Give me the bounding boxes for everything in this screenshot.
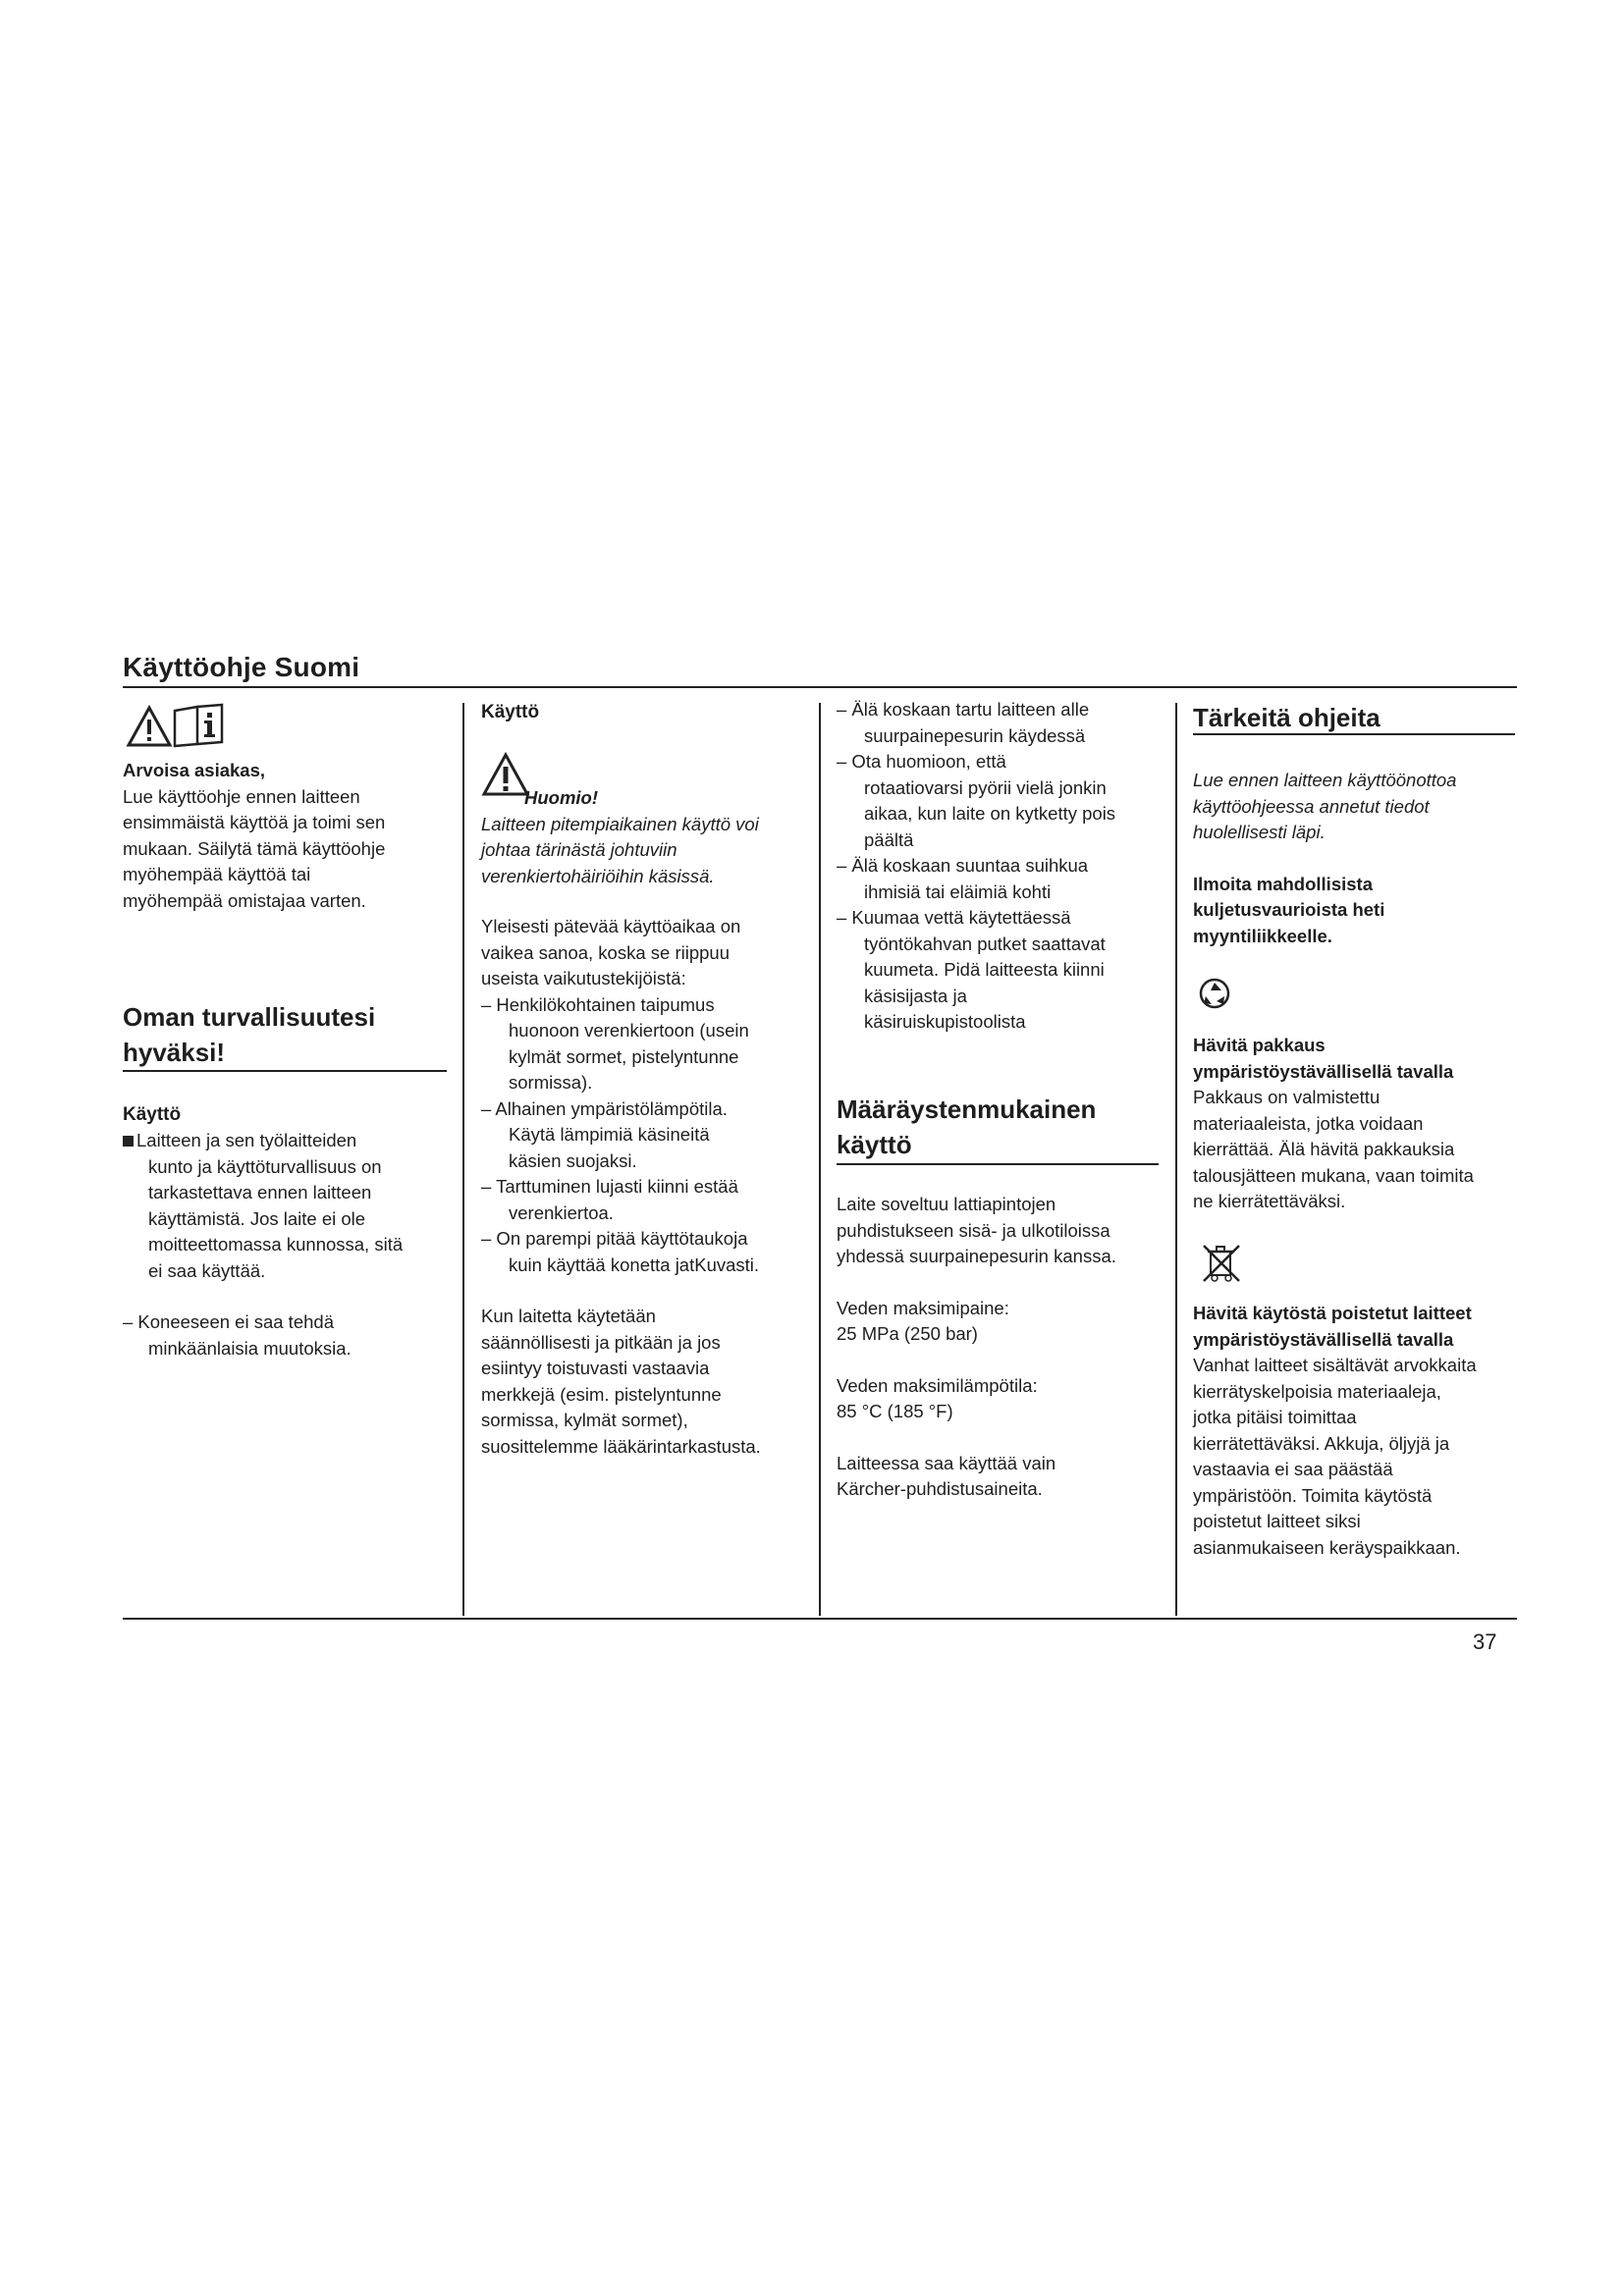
intro-text — [123, 784, 447, 915]
intro-line: myöhempää käyttöä tai — [123, 864, 311, 884]
list-item-continuation — [481, 1122, 815, 1174]
column-4 — [1193, 768, 1522, 949]
intro-line: Lue käyttöohje ennen laitteen — [123, 785, 360, 807]
square-bullet-icon — [123, 1136, 134, 1147]
list-line: sormissa). — [509, 1072, 593, 1093]
bullet-line: tarkastettava ennen laitteen — [148, 1182, 372, 1202]
bullet-line: moitteettomassa kunnossa, sitä — [148, 1234, 404, 1255]
list-item-continuation — [837, 932, 1170, 1036]
list-item: – Älä koskaan tartu laitteen alle — [837, 699, 1090, 720]
para-line: merkkejä (esim. pistelyntunne — [481, 1383, 722, 1405]
list-line: ihmisiä tai eläimiä kohti — [864, 881, 1052, 902]
dispose-line: kierrätyskelpoisia materiaaleja, — [1193, 1380, 1441, 1402]
notice-line: kuljetusvaurioista heti — [1193, 899, 1385, 920]
page-number: 37 — [1473, 1629, 1497, 1654]
safety-heading-line: hyväksi! — [123, 1038, 226, 1067]
caution-title: Huomio! — [524, 787, 599, 808]
para-line: useista vaikutustekijöistä: — [481, 968, 686, 988]
list-line: työntökahvan putket saattavat — [864, 933, 1106, 954]
modification-warning: – Koneeseen ei saa tehdä — [123, 1311, 334, 1332]
intro-line: myöhempää omistajaa varten. — [123, 889, 366, 911]
intro-line: käyttöohjeessa annetut tiedot — [1193, 795, 1430, 817]
pressure-label: Veden maksimipaine: — [837, 1297, 1009, 1318]
dispose-line: vastaavia ei saa päästää — [1193, 1459, 1393, 1479]
caution-line: verenkiertohäiriöihin käsissä. — [481, 865, 715, 886]
column-divider-1 — [462, 703, 464, 1616]
list-line: verenkiertoa. — [509, 1201, 614, 1223]
list-line: aikaa, kun laite on kytketty pois — [864, 803, 1116, 824]
dispose-heading-line: Hävitä käytöstä poistetut laitteet — [1193, 1303, 1472, 1323]
bullet-text: Laitteen ja sen työlaitteiden — [136, 1130, 357, 1150]
header-rule — [123, 686, 1517, 688]
dispose-line: poistetut laitteet siksi — [1193, 1511, 1361, 1531]
column-1-use — [123, 1101, 452, 1362]
caution-block — [481, 787, 810, 889]
pack-line: materiaaleista, jotka voidaan — [1193, 1112, 1424, 1134]
intended-use-heading-line: Määräystenmukainen — [837, 1095, 1097, 1124]
para-line: Kärcher-puhdistusaineita. — [837, 1478, 1043, 1499]
caution-line: johtaa tärinästä johtuviin — [481, 839, 677, 860]
crossed-bin-icon — [1200, 1242, 1243, 1290]
column-3 — [837, 697, 1170, 1036]
important-notes-rule — [1193, 733, 1515, 735]
use-heading-2: Käyttö — [481, 702, 540, 722]
warning-triangle-icon — [126, 705, 173, 753]
column-4-packaging — [1193, 1033, 1522, 1215]
dispose-line: ympäristöön. Toimita käytöstä — [1193, 1484, 1433, 1506]
para-line: Laite soveltuu lattiapintojen — [837, 1194, 1056, 1214]
para-line: Laitteessa saa käyttää vain — [837, 1452, 1056, 1473]
transport-damage-notice — [1193, 872, 1522, 950]
list-line: kylmät sormet, pistelyntunne — [509, 1045, 739, 1067]
pack-line: kierrättää. Älä hävitä pakkauksia — [1193, 1139, 1455, 1159]
dispose-line: asianmukaiseen keräyspaikkaan. — [1193, 1536, 1461, 1558]
para-line: suosittelemme lääkärintarkastusta. — [481, 1435, 761, 1457]
intended-use-heading-line: käyttö — [837, 1130, 912, 1159]
list-item: – Alhainen ympäristölämpötila. — [481, 1097, 728, 1119]
list-line: rotaatiovarsi pyörii vielä jonkin — [864, 776, 1107, 798]
pressure-value: 25 MPa (250 bar) — [837, 1323, 978, 1344]
list-line: käsiruiskupistoolista — [864, 1011, 1026, 1032]
dispose-line: jotka pitäisi toimittaa — [1193, 1407, 1357, 1427]
intro-line: Lue ennen laitteen käyttöönottoa — [1193, 770, 1457, 790]
para-line: sormissa, kylmät sormet), — [481, 1410, 688, 1430]
column-divider-3 — [1175, 703, 1177, 1616]
pack-heading-line: ympäristöystävällisellä tavalla — [1193, 1060, 1454, 1082]
medical-advice — [481, 1304, 815, 1460]
list-line: päältä — [864, 828, 914, 850]
list-item-continuation — [837, 723, 1170, 750]
footer-rule — [123, 1618, 1517, 1620]
list-item: – Ota huomioon, että — [837, 751, 1006, 772]
para-line: Yleisesti pätevää käyttöaikaa on — [481, 916, 741, 936]
column-4-disposal — [1193, 1301, 1522, 1561]
list-item-continuation — [837, 880, 1170, 906]
bullet-line: kunto ja käyttöturvallisuus on — [148, 1155, 382, 1177]
manual-info-icon — [171, 703, 226, 753]
bullet-continuation — [123, 1154, 452, 1285]
important-notes-heading: Tärkeitä ohjeita — [1193, 703, 1380, 732]
list-line: Käytä lämpimiä käsineitä — [509, 1124, 710, 1145]
intro-line: mukaan. Säilytä tämä käyttöohje — [123, 837, 386, 859]
list-item-continuation — [481, 1253, 815, 1279]
list-item-continuation — [481, 1018, 815, 1096]
column-1 — [123, 758, 447, 914]
greeting: Arvoisa asiakas, — [123, 760, 266, 780]
dispose-line: kierrätettäväksi. Akkuja, öljyjä ja — [1193, 1432, 1450, 1454]
list-item-continuation — [481, 1201, 815, 1227]
list-item: – Tarttuminen lujasti kiinni estää — [481, 1176, 738, 1197]
list-line: huonoon verenkiertoon (usein — [509, 1020, 749, 1041]
list-item: – On parempi pitää käyttötaukoja — [481, 1228, 748, 1249]
recycling-icon — [1198, 977, 1231, 1015]
column-2 — [481, 699, 810, 725]
para-line: Kun laitetta käytetään — [481, 1306, 656, 1326]
list-line: käsisijasta ja — [864, 985, 967, 1006]
temperature-value: 85 °C (185 °F) — [837, 1401, 953, 1421]
notice-line: Ilmoita mahdollisista — [1193, 873, 1373, 894]
safety-heading-line: Oman turvallisuutesi — [123, 1002, 376, 1032]
column-3-body — [837, 1192, 1170, 1503]
list-line: suurpainepesurin käydessä — [864, 724, 1086, 746]
list-item-continuation — [837, 775, 1170, 854]
list-item: – Henkilökohtainen taipumus — [481, 993, 715, 1015]
dispose-line: Vanhat laitteet sisältävät arvokkaita — [1193, 1355, 1477, 1375]
pack-line: Pakkaus on valmistettu — [1193, 1087, 1380, 1107]
list-item: – Älä koskaan suuntaa suihkua — [837, 855, 1089, 876]
list-line: käsien suojaksi. — [509, 1149, 637, 1171]
dispose-heading-line: ympäristöystävällisellä tavalla — [1193, 1328, 1454, 1350]
para-line: säännöllisesti ja pitkään ja jos — [481, 1331, 721, 1353]
list-line: kuumeta. Pidä laitteesta kiinni — [864, 959, 1105, 980]
modification-warning-line: minkäänlaisia muutoksia. — [148, 1337, 352, 1359]
temperature-label: Veden maksimilämpötila: — [837, 1374, 1038, 1396]
safety-heading — [123, 999, 447, 1070]
bullet-line: käyttämistä. Jos laite ei ole — [148, 1207, 366, 1229]
intended-use-heading — [837, 1092, 1161, 1162]
para-line: puhdistukseen sisä- ja ulkotiloissa — [837, 1219, 1110, 1241]
safety-heading-rule — [123, 1070, 447, 1072]
intro-line: huolellisesti läpi. — [1193, 822, 1326, 842]
pack-line: talousjätteen mukana, vaan toimita — [1193, 1164, 1474, 1186]
column-2-body — [481, 914, 815, 1460]
bullet-line: ei saa käyttää. — [148, 1259, 266, 1281]
list-line: kuin käyttää konetta jatKuvasti. — [509, 1254, 760, 1275]
para-line: esiintyy toistuvasti vastaavia — [481, 1358, 710, 1378]
caution-line: Laitteen pitempiaikainen käyttö voi — [481, 813, 759, 834]
notice-line: myyntiliikkeelle. — [1193, 925, 1332, 946]
use-heading: Käyttö — [123, 1104, 182, 1125]
list-item: – Kuumaa vettä käytettäessä — [837, 907, 1071, 928]
intended-use-rule — [837, 1163, 1159, 1165]
pack-line: ne kierrätettäväksi. — [1193, 1191, 1346, 1211]
intro-line: ensimmäistä käyttöä ja toimi sen — [123, 812, 386, 832]
para-line: yhdessä suurpainepesurin kanssa. — [837, 1246, 1116, 1266]
para-line: vaikea sanoa, koska se riippuu — [481, 941, 730, 963]
column-divider-2 — [819, 703, 821, 1616]
document-title: Käyttöohje Suomi — [123, 652, 360, 682]
check-bullet-item — [123, 1128, 452, 1154]
pack-heading-line: Hävitä pakkaus — [1193, 1035, 1326, 1055]
